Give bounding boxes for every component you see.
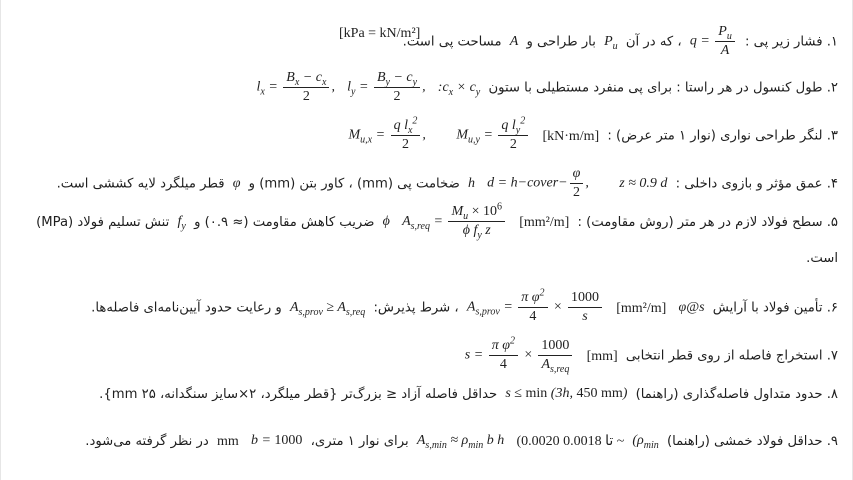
unit-label: [mm] <box>586 348 618 364</box>
list-item-5: ۵. سطح فولاد لازم در هر متر (روش مقاومت) : [mm²/m] $A_{s,req}$ = $\frac{M_u \times 10^6}{\phi f_y z}$ ϕ ضریب کاهش مقاومت (≈ ۰.۹) و $f_y$ تنش تسلیم فولاد (MPa) است. <box>36 201 838 266</box>
list-item-9: ۹. حداقل فولاد خمشی (راهنما) ($\rho_{min}(0.0020$ تا 0.0018 ~ $A_{s,min} \approx \rho_{min}$ b h برای نوار ۱ متری، b = 1000 mm در نظر گرفته می‌شود. <box>85 433 838 451</box>
symbol-pu: $P_u$ <box>604 33 618 52</box>
effective-depth-formula: d = h−cover− $\frac{\varphi}{2}$ , <box>487 166 589 200</box>
spacing-formula: s = $\frac{\pi \varphi^2}{4}$ × $\frac{1000}{A_{s,req}}$ <box>465 338 575 373</box>
item-text: فشار زیر پی : <box>745 34 823 50</box>
item-number: ۱. <box>826 34 838 50</box>
spacing-limit: s ≤ min (3h, 450 mm) <box>505 386 628 401</box>
cantilever-x-formula: $l_x$ = $\frac{B_x - c_x}{2}$ , <box>256 70 335 104</box>
list-item-4: ۴. عمق مؤثر و بازوی داخلی : z ≈ 0.9 d d = h−cover− $\frac{\varphi}{2}$ , h ضخامت پی (mm) ، کاور بتن (mm) و φ قطر میلگرد لایه کششی است. <box>56 166 838 200</box>
column-dims: $:c_x \times c_y$ <box>437 79 481 98</box>
item-number: ۶. <box>826 300 838 316</box>
list-item-2 <box>15 70 838 105</box>
item-text: تأمین فولاد با آرایش <box>712 300 823 316</box>
list-item-7 <box>15 335 838 375</box>
item-text: طول کنسول در هر راستا : برای پی منفرد مستطیلی با ستون <box>488 80 823 96</box>
unit-label: [mm²/m] <box>616 300 667 316</box>
symbol-phi: φ <box>232 175 241 191</box>
arrangement-symbol: φ@s <box>678 299 705 315</box>
moment-y-formula: $M_{u,y}$ = $\frac{q l_y^2}{2}$ <box>456 118 530 153</box>
item-text: استخراج فاصله از روی قطر انتخابی <box>625 348 823 364</box>
rho-min-range: ($\rho_{min}$ <box>632 433 659 451</box>
internal-arm-formula: z ≈ 0.9 d <box>619 175 668 191</box>
item-text: سطح فولاد لازم در هر متر (روش مقاومت) : <box>577 215 823 230</box>
list-item-8: ۸. حدود متداول فاصله‌گذاری (راهنما) s ≤ min (3h, 450 mm) حداقل فاصله آزاد ≤ بزرگ‌تر {قطر میلگرد، ۲×سایز سنگدانه، mm ۲۵}. <box>99 386 838 402</box>
item-text: حدود متداول فاصله‌گذاری (راهنما) <box>635 387 823 402</box>
item-number: ۳. <box>826 128 838 144</box>
acceptance-condition: $A_{s,prov} \ge A_{s,req}$ <box>289 299 366 318</box>
provided-area-formula: $A_{s,prov}$ = $\frac{\pi \varphi^2}{4}$ × $\frac{1000}{s}$ <box>467 290 604 325</box>
list-item-1: ۱. فشار زیر پی : q = $\frac{P_u}{A}$ ، که در آن $P_u$ بار طراحی و A مساحت پی است. [kPa = kN/m²] <box>339 24 838 58</box>
list-item-3 <box>15 115 838 153</box>
item-number: ۷. <box>826 348 838 364</box>
item-text: حداقل فولاد خمشی (راهنما) <box>666 434 823 449</box>
item-text: عمق مؤثر و بازوی داخلی : <box>675 176 823 192</box>
unit-label: [kPa = kN/m²] <box>339 26 421 41</box>
item-number: ۴. <box>826 176 838 192</box>
symbol-phi: ϕ <box>382 214 390 229</box>
item-number: ۲. <box>826 80 838 96</box>
pressure-formula: q = $\frac{P_u}{A}$ <box>690 24 737 59</box>
unit-label: [mm²/m] <box>519 215 570 230</box>
steel-area-formula: $A_{s,req}$ = $\frac{M_u \times 10^6}{\phi f_y z}$ <box>402 204 507 240</box>
item-number: ۹. <box>826 434 838 449</box>
moment-x-formula: $M_{u,x}$ = $\frac{q l_x^2}{2}$ , <box>348 115 426 152</box>
strip-width: b = 1000 <box>250 433 303 448</box>
symbol-h: h <box>467 175 475 191</box>
item-number: ۸. <box>826 387 838 402</box>
symbol-a: A <box>509 33 519 49</box>
min-steel-formula: $A_{s,min} \approx \rho_{min}$ b h <box>416 433 505 451</box>
item-number: ۵. <box>826 215 838 230</box>
item-text: لنگر طراحی نواری (نوار ۱ متر عرض) : <box>607 128 823 144</box>
unit-label: [kN·m/m] <box>542 128 600 144</box>
symbol-fy: $f_y$ <box>177 214 186 232</box>
cantilever-y-formula: $l_y$ = $\frac{B_y - c_y}{2}$ , <box>347 70 426 104</box>
list-item-6: ۶. تأمین فولاد با آرایش φ@s [mm²/m] $A_{s,prov}$ = $\frac{\pi \varphi^2}{4}$ × $\frac{1000}{s}$ ، شرط پذیرش: $A_{s,prov} \ge A_{s,req}$ و رعایت حدود آیین‌نامه‌ای فاصله‌ها. <box>91 287 838 324</box>
